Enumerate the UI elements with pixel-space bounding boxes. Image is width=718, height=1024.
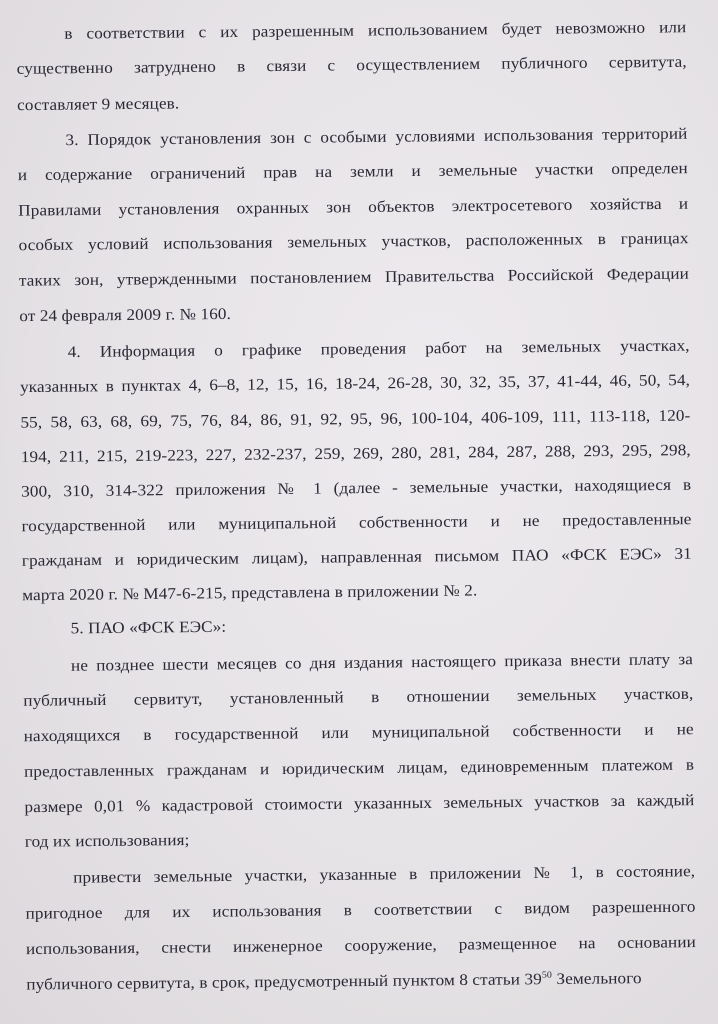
- text-line-last: [26, 964, 642, 998]
- text-line: в соответствии с их разрешенным использованием будет невозможно или: [64, 18, 687, 43]
- text-line: находящихся в государственной или муниципальной собственности и не: [23, 720, 694, 745]
- text-line: привести земельные участки, указанные в приложении № 1, в состояние,: [73, 862, 696, 887]
- text-line: указанных в пунктах 4, 6–8, 12, 15, 16, 18-24, 26-28, 30, 32, 35, 37, 41-44, 46, 50, 54,: [19, 371, 691, 396]
- text-line: 300, 310, 314-322 приложения № 1 (далее - земельные участки, находящиеся в: [21, 475, 692, 501]
- text-fragment: публичного сервитута, в срок, предусмотренный пунктом 8 статьи 39: [26, 970, 542, 994]
- text-line: пригодное для их использования в соответствии с видом разрешенного: [25, 897, 696, 923]
- text-line: Правилами установления охранных зон объектов электросетевого хозяйства и: [18, 194, 689, 220]
- text-line: публичный сервитут, установленный в отношении земельных участков,: [23, 684, 694, 710]
- text-line: марта 2020 г. № М47-6-215, представлена в приложении № 2.: [22, 581, 478, 605]
- text-line: гражданам и юридическим лицам), направленная письмом ПАО «ФСК ЕЭС» 31: [21, 544, 692, 570]
- text-line: особых условий использования земельных участков, расположенных в границах: [18, 229, 689, 254]
- superscript: 50: [541, 970, 553, 981]
- text-line: составляет 9 месяцев.: [17, 94, 180, 114]
- text-line: государственной или муниципальной собственности и не предоставленные: [21, 510, 692, 535]
- text-line: использования, снести инженерное сооружение, размещенное на основании: [25, 933, 696, 958]
- text-line: таких зон, утвержденными постановлением Правительства Российской Федерации: [18, 264, 689, 290]
- text-line: существенно затруднено в связи с осуществлением публичного сервитута,: [16, 52, 687, 78]
- section-5-heading: 5. ПАО «ФСК ЕЭС»:: [70, 617, 227, 638]
- text-fragment: Земельного: [551, 969, 642, 988]
- section-3-heading: 3. Порядок установления зон с особыми условиями использования территорий: [65, 124, 688, 149]
- text-line: и содержание ограничений прав на земли и земельные участки определен: [17, 159, 688, 184]
- text-line: от 24 февраля 2009 г. № 160.: [19, 304, 232, 325]
- text-line: 194, 211, 215, 219-223, 227, 232-237, 259, 269, 280, 281, 284, 287, 288, 293, 295, 298,: [20, 441, 691, 466]
- text-line: год их использования;: [24, 831, 190, 851]
- section-4-heading: 4. Информация о графике проведения работ на земельных участках,: [67, 336, 690, 361]
- text-line: 55, 58, 63, 68, 69, 75, 76, 84, 86, 91, 92, 95, 96, 100-104, 406-109, 111, 113-118, 120-: [20, 406, 691, 432]
- text-line: размере 0,01 % кадастровой стоимости указанных земельных участков за каждый: [24, 791, 695, 816]
- text-line: не позднее шести месяцев со дня издания настоящего приказа внести плату за: [70, 650, 694, 675]
- text-line: предоставленных гражданам и юридическим лицам, единовременным платежом в: [23, 755, 695, 781]
